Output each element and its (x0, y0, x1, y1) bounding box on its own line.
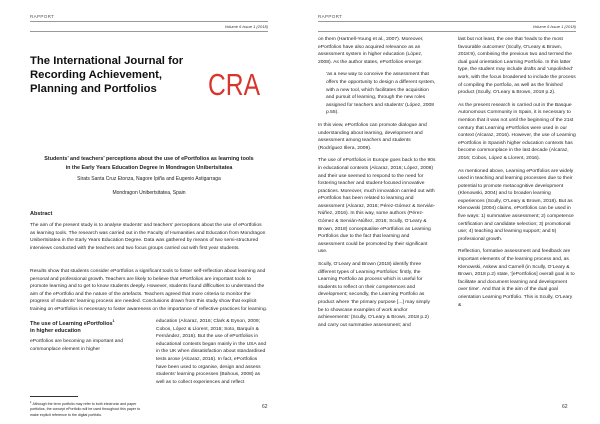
body-paragraph: Reflection, formative assessment and feedback are important elements of the learning process and, as Klenowski, Askew and Carnell (in Scully, O’Leary & Brown, 2018 p.2) state, ‘[ePortfolios] overall goal is to facilitate and document learning and development over time’. And that is the aim of the dual goal orientation Learning Portfolio. This is Scully, O’Leary & (458, 249, 575, 308)
page-number: 62 (562, 404, 568, 410)
header-rule-lower (318, 31, 576, 32)
journal-title-line: Planning and Portfolios (30, 83, 157, 95)
footnote-rule (30, 396, 78, 397)
article-title-line: in the Early Years Education Degree in Mondragon Unibertsitatea (65, 165, 233, 172)
body-column (458, 36, 576, 314)
article-title-line: Students’ and teachers’ perceptions about the use of ePortfolios as learning tools (44, 156, 254, 162)
body-paragraph: In this view, ePortfolios can promote dialogue and understanding about learning, development and assessment among teachers and students (Rodríguez Illera, 2009). (318, 122, 427, 151)
body-paragraph: As the present research is carried out in the Basque Autonomous Community in Spain, it is necessary to mention that it was not until the beginning of the 21st century that Learning ePortfolios were used in our context (Alcaraz, 2016). However, the use of Learning ePortfolios in Spanish higher education contexts has become commonplace in the last decade (Alcaraz, 2016; Cobos, López & Llorent, 2016). (458, 102, 576, 161)
body-paragraph: education (Alcaraz, 2016; Clark & Eynon, 2009; Cobos, López & Llorent, 2016; Soto, Barquín & Fernández, 2016). But the use of ePortfolios in educational contexts began mainly in the USA and in the UK when dissatisfaction about standardised tests arose (Alcaraz, 2016). In fact, ePortfolios have been used to organise, design and assess students’ learning processes (Bahous, 2008) as well as to collect experiences and reflect (156, 319, 267, 385)
block-quote: ‘as a new way to conceive the assessment that offers the opportunity to design a different system, with a new tool, which facilitates the acquisition and pursuit of learning, through the new roles assigned for teachers and students’ (López, 2008 p.55). (326, 72, 436, 116)
article-title (30, 155, 268, 174)
page-number: 62 (262, 404, 268, 410)
footnote-text: Although the term portfolio may refer to both electronic and paper portfolios, the concept ePortfolio will be used throughout this paper to make explicit reference to the digital portfolio. (30, 402, 141, 417)
body-column (156, 318, 268, 391)
header-rule (30, 21, 268, 22)
running-header-volume: Volume 6 Issue 1 (2018) (532, 24, 576, 29)
abstract-paragraph: The aim of the present study is to analyse students’ and teachers’ perceptions about the use of ePortfolios as learning tools. The research was carried out in the Faculty of Humanities and Education from Mondragon Unibertsitatea in the Early Years Education Degree. Data was gathered by means of two semi-structured interviews conducted with the teachers and two focus groups carried out with first year students. (30, 223, 266, 251)
journal-title-line: Recording Achievement, (30, 69, 163, 81)
header-rule (318, 21, 576, 22)
body-paragraph: Scully, O’Leary and Brown (2018) identify three different types of Learning Portfolios: firstly, the Learning Portfolio as process which is useful for students to reflect on their competences and development; secondly, the Learning Portfolio as product where ‘the primary purpose [...] may simply be to showcase examples of work and/or achievements’ (Scully, O’Leary & Brown, 2018 p.2) and carry out summative assessment; and (318, 262, 430, 328)
running-header-label: RAPPORT (318, 14, 343, 19)
body-paragraph: ePortfolios are becoming an important and commonplace element in higher (30, 339, 124, 352)
body-paragraph: last but not least, the one that ‘leads to the most favourable outcomes’ (Scully, O’Leary & Brown, 2018:9), combining the previous two and termed the dual goal orientation Learning Portfolio. In this latter type, the student may include drafts and ‘unpolished’ work, with the focus broadened to include the process of compiling the portfolio, as well as the finished product (Scully, O’Leary & Brown, 2018 p.2). (458, 37, 576, 96)
running-header-label: RAPPORT (30, 14, 55, 19)
footnote-ref: 1 (112, 319, 115, 323)
right-page (300, 14, 590, 420)
journal-title-line: The International Journal for (30, 55, 184, 67)
body-column (30, 338, 142, 358)
section-heading-text: in higher education (30, 328, 81, 335)
section-heading (30, 318, 140, 336)
left-page (0, 14, 290, 420)
article-affiliation: Mondragon Unibertsitatea, Spain (112, 190, 186, 196)
cra-logo (208, 67, 261, 102)
cra-logo-text: CRA (208, 67, 261, 102)
footnote-mark: 1 (30, 400, 32, 404)
footnote (30, 400, 144, 418)
body-paragraph: The use of ePortfolios in Europe goes back to the 90s in educational contexts (Alcaraz, 2016; López, 2008) and their use seemed to respond to the need for fostering teacher and student-focused innovative practices. Moreover, much innovation carried out with ePortfolios has been related to learning and assessment (Alcaraz, 2016; Pérez-Gómez & Servián-Núñez, 2016). In this way, some authors (Pérez-Gómez & Servián-Núñez, 2016; Scully, O’Leary & Brown, 2018) conceptualise ePortfolios as Learning Portfolios due to the fact that learning and assessment could be promoted by their significant use. (318, 158, 436, 255)
journal-title (30, 54, 210, 96)
body-paragraph: on them (Hartnell-Young et al., 2007). Moreover, ePortfolios have also acquired relevance as an assessment system in higher education (López, 2008). As the author states, ePortfolios emerge: (318, 37, 424, 65)
abstract-paragraph: Results show that students consider ePortfolios a significant tools to foster self-reflection about learning and personal and professional growth. Teachers are likely to believe that ePortfolios are important tools to promote learning and to get to know students deeply. However, students found difficulties to understand the aim of the ePortfolio and the nature of the artefacts. Teachers agreed that more criteria to monitor the progress of students’ learning process are needed. Conclusions drawn from this study show that explicit training on ePortfolios is necessary to foster awareness on the importance of reflective practices for learning. (30, 269, 268, 312)
header-rule-lower (30, 31, 268, 32)
running-header-volume: Volume 6 Issue 1 (2018) (224, 24, 268, 29)
section-heading-text: The use of Learning ePortfolios (30, 320, 113, 327)
article-authors: Sirats Santa Cruz Etonza, Nagore Ipiña and Eugenio Astigarraga (77, 176, 221, 182)
body-paragraph: As mentioned above, Learning ePortfolios are widely used in teaching and learning processes due to their potential to promote metacognitive development (Klenowski, 2004) and to broaden learning experiences (Scully, O’Leary & Brown, 2018). But as Klenowski (2004) claims, ePortfolios can be used in five ways: 1) summative assessment; 2) competence certification and candidate selection; 3) promotional use; 4) teaching and learning support; and 5) professional growth. (458, 168, 574, 242)
body-column (318, 36, 436, 334)
abstract-heading: Abstract (30, 211, 53, 217)
